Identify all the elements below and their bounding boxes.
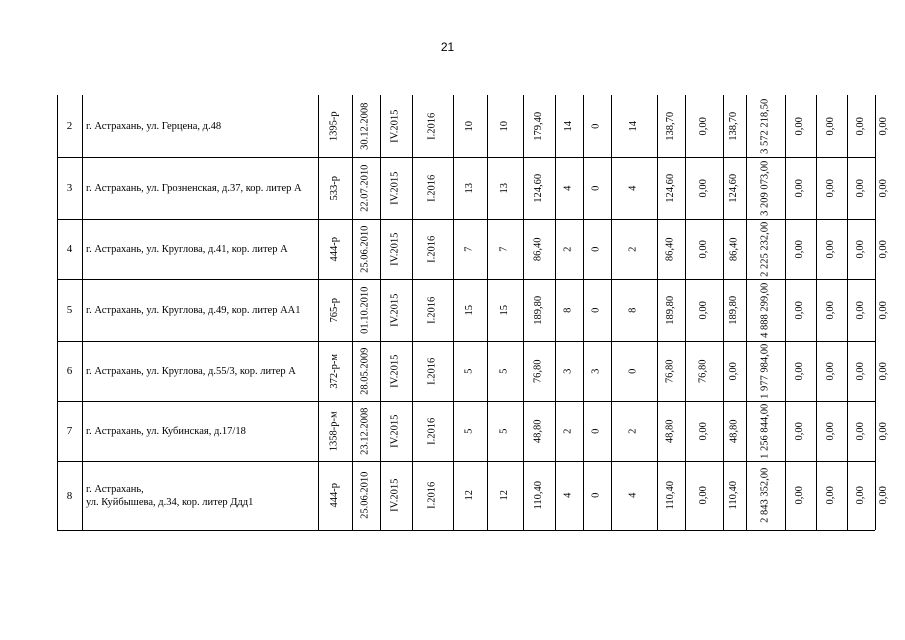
- cell-text: 189,80: [664, 295, 676, 325]
- cell-text: 48,80: [664, 419, 676, 443]
- cell-text: 0,00: [794, 300, 806, 320]
- cell-v6: [611, 461, 657, 530]
- cell-v5: [583, 279, 611, 341]
- cell-text: I.2016: [426, 112, 438, 140]
- cell-v3: [523, 401, 555, 461]
- cell-text: 179,40: [532, 111, 544, 141]
- cell-v5: [583, 95, 611, 157]
- cell-text: 8: [627, 307, 639, 313]
- cell-q1: [380, 341, 412, 401]
- cell-q1: [380, 401, 412, 461]
- cell-text: 5: [498, 368, 510, 374]
- address-line: г. Астрахань, ул. Герцена, д.48: [86, 120, 222, 132]
- cell-text: 3 209 073,00: [759, 160, 771, 216]
- cell-v6: [611, 157, 657, 219]
- cell-v11: [785, 461, 816, 530]
- cell-text: IV.2015: [389, 354, 401, 388]
- cell-text: 0: [590, 307, 602, 313]
- cell-text: 15: [463, 304, 475, 316]
- cell-text: 0: [590, 123, 602, 129]
- cell-v1: [453, 341, 487, 401]
- cell-text: 444-р: [328, 236, 340, 262]
- cell-v13: [847, 219, 875, 279]
- cell-doc-date: [352, 401, 380, 461]
- cell-text: 4: [562, 492, 574, 499]
- cell-doc-date: [352, 219, 380, 279]
- cell-text: 0,00: [794, 486, 806, 505]
- cell-text: 14: [562, 120, 574, 132]
- cell-v5: [583, 401, 611, 461]
- cell-text: 4: [627, 492, 639, 499]
- cell-text: IV.2015: [389, 293, 401, 327]
- cell-v4: [555, 219, 583, 279]
- cell-text: 138,70: [728, 111, 740, 141]
- cell-v11: [785, 219, 816, 279]
- cell-text: 12: [498, 490, 510, 501]
- cell-text: 22.07.2010: [359, 164, 371, 212]
- cell-text: 5: [463, 368, 475, 374]
- cell-text: I.2016: [426, 481, 438, 510]
- cell-text: 0,00: [825, 421, 837, 441]
- cell-text: 30.12.2008: [359, 102, 371, 150]
- cell-text: 2 843 352,00: [759, 467, 771, 524]
- cell-text: 1 256 844,00: [759, 403, 771, 459]
- cell-doc-no: [318, 157, 352, 219]
- cell-text: 0: [590, 185, 602, 191]
- address-line: г. Астрахань, ул. Кубинская, д.17/18: [86, 425, 246, 437]
- cell-q1: [380, 95, 412, 157]
- cell-v2: [487, 95, 523, 157]
- cell-v4: [555, 157, 583, 219]
- cell-doc-no: [318, 401, 352, 461]
- cell-text: 0,00: [825, 239, 837, 259]
- cell-v10: [746, 219, 785, 279]
- cell-text: 0: [590, 428, 602, 434]
- cell-text: 48,80: [532, 419, 544, 443]
- cell-text: 0,00: [794, 116, 806, 136]
- cell-q2: [412, 401, 453, 461]
- cell-v9: [723, 341, 746, 401]
- cell-v1: [453, 461, 487, 530]
- cell-doc-date: [352, 95, 380, 157]
- cell-text: 14: [627, 120, 639, 132]
- cell-text: 124,60: [532, 173, 544, 203]
- cell-text: 2: [562, 246, 574, 252]
- cell-text: 0,00: [825, 300, 837, 320]
- cell-text: 0,00: [854, 421, 866, 441]
- cell-text: 76,80: [532, 359, 544, 383]
- cell-v6: [611, 95, 657, 157]
- cell-text: 1358-р-м: [328, 411, 340, 451]
- cell-v2: [487, 219, 523, 279]
- row-number: 5: [66, 304, 73, 316]
- cell-text: 124,60: [664, 173, 676, 203]
- cell-v12: [816, 95, 847, 157]
- cell-v3: [523, 461, 555, 530]
- cell-text: 48,80: [728, 419, 740, 443]
- cell-text: 15: [498, 304, 510, 316]
- cell-text: 0,00: [825, 361, 837, 381]
- cell-v7: [657, 341, 685, 401]
- cell-v3: [523, 279, 555, 341]
- cell-text: 8: [562, 307, 574, 313]
- cell-v12: [816, 279, 847, 341]
- cell-q2: [412, 461, 453, 530]
- cell-v11: [785, 341, 816, 401]
- cell-text: 1395-р: [328, 111, 340, 141]
- cell-text: 0,00: [877, 116, 889, 136]
- cell-text: 3: [562, 368, 574, 374]
- cell-text: IV.2015: [389, 414, 401, 448]
- cell-text: 4: [562, 185, 574, 191]
- cell-doc-no: [318, 341, 352, 401]
- cell-text: IV.2015: [389, 171, 401, 205]
- cell-v2: [487, 341, 523, 401]
- cell-v2: [487, 157, 523, 219]
- cell-text: 13: [498, 182, 510, 194]
- cell-text: 0,00: [697, 300, 709, 320]
- cell-v9: [723, 95, 746, 157]
- cell-text: 86,40: [728, 237, 740, 261]
- cell-text: 0,00: [854, 300, 866, 320]
- cell-text: 0,00: [854, 178, 866, 198]
- cell-v10: [746, 401, 785, 461]
- cell-v13: [847, 157, 875, 219]
- address-line: г. Астрахань, ул. Грозненская, д.37, кор. литер А: [86, 182, 302, 194]
- address-line: ул. Куйбышева, д.34, кор. литер Ддд1: [86, 496, 254, 508]
- cell-v10: [746, 157, 785, 219]
- cell-v13: [847, 279, 875, 341]
- cell-v1: [453, 279, 487, 341]
- cell-v2: [487, 401, 523, 461]
- cell-v4: [555, 401, 583, 461]
- row-number: 3: [66, 182, 73, 194]
- cell-text: 2: [627, 246, 639, 252]
- cell-text: 0,00: [728, 361, 740, 381]
- cell-v3: [523, 219, 555, 279]
- cell-q2: [412, 279, 453, 341]
- cell-v1: [453, 157, 487, 219]
- cell-text: 10: [463, 120, 475, 132]
- cell-v14: [875, 279, 893, 341]
- cell-text: 0,00: [697, 178, 709, 198]
- cell-text: 25.06.2010: [359, 471, 371, 520]
- cell-text: 0,00: [825, 486, 837, 505]
- cell-q1: [380, 461, 412, 530]
- cell-text: 7: [498, 246, 510, 252]
- cell-text: 0,00: [697, 486, 709, 505]
- cell-doc-no: [318, 461, 352, 530]
- cell-v8: [685, 401, 723, 461]
- cell-v14: [875, 219, 893, 279]
- cell-v7: [657, 219, 685, 279]
- cell-v2: [487, 461, 523, 530]
- cell-text: 0: [590, 492, 602, 499]
- cell-text: 0,00: [794, 178, 806, 198]
- cell-text: 10: [498, 120, 510, 132]
- cell-text: 0: [590, 246, 602, 252]
- address-line: г. Астрахань, ул. Круглова, д.49, кор. литер АА1: [86, 304, 301, 316]
- cell-text: 0,00: [825, 116, 837, 136]
- cell-text: 2: [562, 428, 574, 434]
- cell-text: 138,70: [664, 111, 676, 141]
- cell-text: 110,40: [532, 481, 544, 510]
- cell-doc-no: [318, 95, 352, 157]
- cell-q2: [412, 95, 453, 157]
- cell-text: 12: [463, 490, 475, 501]
- cell-text: 110,40: [728, 481, 740, 510]
- cell-q1: [380, 219, 412, 279]
- cell-v4: [555, 279, 583, 341]
- cell-v10: [746, 279, 785, 341]
- cell-v3: [523, 341, 555, 401]
- cell-v7: [657, 461, 685, 530]
- cell-v8: [685, 279, 723, 341]
- cell-text: 189,80: [532, 295, 544, 325]
- cell-text: 0,00: [697, 421, 709, 441]
- address-line: г. Астрахань, ул. Круглова, д.55/3, кор. литер А: [86, 365, 296, 377]
- cell-q2: [412, 341, 453, 401]
- cell-v11: [785, 279, 816, 341]
- cell-v1: [453, 219, 487, 279]
- cell-doc-date: [352, 157, 380, 219]
- cell-v10: [746, 95, 785, 157]
- cell-v7: [657, 279, 685, 341]
- cell-v14: [875, 157, 893, 219]
- cell-text: 0,00: [854, 361, 866, 381]
- cell-v7: [657, 157, 685, 219]
- cell-v9: [723, 461, 746, 530]
- cell-v1: [453, 401, 487, 461]
- cell-v4: [555, 341, 583, 401]
- address-line: г. Астрахань, ул. Круглова, д.41, кор. литер А: [86, 243, 288, 255]
- cell-q1: [380, 157, 412, 219]
- cell-v8: [685, 219, 723, 279]
- cell-text: IV.2015: [389, 478, 401, 513]
- cell-v7: [657, 401, 685, 461]
- cell-q2: [412, 157, 453, 219]
- row-number: 4: [66, 243, 73, 255]
- cell-text: 28.05.2009: [359, 347, 371, 395]
- cell-v12: [816, 401, 847, 461]
- cell-v9: [723, 279, 746, 341]
- cell-text: 444-р: [328, 483, 340, 508]
- cell-text: 2 225 232,00: [759, 221, 771, 277]
- cell-v11: [785, 157, 816, 219]
- address-line: г. Астрахань,: [86, 483, 144, 495]
- cell-v8: [685, 95, 723, 157]
- cell-v14: [875, 461, 893, 530]
- cell-v14: [875, 401, 893, 461]
- cell-text: 76,80: [697, 359, 709, 383]
- cell-text: I.2016: [426, 357, 438, 385]
- cell-text: I.2016: [426, 174, 438, 202]
- cell-v6: [611, 219, 657, 279]
- cell-v9: [723, 219, 746, 279]
- cell-text: 0,00: [877, 300, 889, 320]
- cell-text: 0: [627, 368, 639, 374]
- cell-text: 372-р-м: [328, 353, 340, 389]
- cell-text: 76,80: [664, 359, 676, 383]
- cell-text: 124,60: [728, 173, 740, 203]
- cell-v5: [583, 461, 611, 530]
- cell-text: 23.12.2008: [359, 407, 371, 455]
- cell-doc-date: [352, 461, 380, 530]
- cell-v4: [555, 95, 583, 157]
- cell-v10: [746, 461, 785, 530]
- cell-v13: [847, 341, 875, 401]
- cell-text: 25.06.2010: [359, 225, 371, 273]
- cell-text: 533-р: [328, 175, 340, 201]
- cell-v10: [746, 341, 785, 401]
- row-number: 7: [66, 425, 73, 437]
- cell-text: I.2016: [426, 417, 438, 445]
- cell-v12: [816, 461, 847, 530]
- cell-text: 1 977 984,00: [759, 343, 771, 399]
- row-number: 6: [66, 365, 73, 377]
- cell-v12: [816, 157, 847, 219]
- row-number: 2: [66, 120, 73, 132]
- cell-text: 3 572 218,50: [759, 98, 771, 154]
- cell-text: 0,00: [854, 116, 866, 136]
- cell-v5: [583, 157, 611, 219]
- cell-v1: [453, 95, 487, 157]
- cell-v6: [611, 279, 657, 341]
- cell-text: 01.10.2010: [359, 286, 371, 334]
- cell-text: 4 888 299,00: [759, 282, 771, 338]
- cell-v2: [487, 279, 523, 341]
- cell-v9: [723, 401, 746, 461]
- cell-text: 110,40: [664, 481, 676, 510]
- cell-text: I.2016: [426, 296, 438, 324]
- cell-v8: [685, 341, 723, 401]
- cell-v8: [685, 157, 723, 219]
- cell-v11: [785, 95, 816, 157]
- cell-v13: [847, 461, 875, 530]
- cell-doc-no: [318, 219, 352, 279]
- cell-v3: [523, 157, 555, 219]
- cell-text: 0,00: [794, 361, 806, 381]
- cell-text: 0,00: [825, 178, 837, 198]
- cell-text: 0,00: [794, 239, 806, 259]
- cell-text: I.2016: [426, 235, 438, 263]
- cell-v13: [847, 401, 875, 461]
- cell-v9: [723, 157, 746, 219]
- cell-text: 86,40: [532, 237, 544, 261]
- cell-text: 0,00: [697, 116, 709, 136]
- cell-v14: [875, 95, 893, 157]
- cell-text: 5: [463, 428, 475, 434]
- cell-text: 0,00: [854, 239, 866, 259]
- cell-text: 0,00: [877, 239, 889, 259]
- cell-text: 0,00: [877, 178, 889, 198]
- cell-text: 0,00: [877, 486, 889, 505]
- cell-doc-date: [352, 279, 380, 341]
- cell-q1: [380, 279, 412, 341]
- cell-text: 0,00: [854, 486, 866, 505]
- cell-text: 0,00: [794, 421, 806, 441]
- cell-text: 189,80: [728, 295, 740, 325]
- cell-text: 0,00: [877, 421, 889, 441]
- page-number: 21: [440, 40, 455, 54]
- cell-text: 5: [498, 428, 510, 434]
- cell-v12: [816, 219, 847, 279]
- cell-text: IV.2015: [389, 109, 401, 143]
- cell-text: 7: [463, 246, 475, 252]
- cell-v5: [583, 341, 611, 401]
- cell-v11: [785, 401, 816, 461]
- cell-text: 0,00: [697, 239, 709, 259]
- cell-v7: [657, 95, 685, 157]
- cell-v3: [523, 95, 555, 157]
- cell-v6: [611, 401, 657, 461]
- cell-text: 3: [590, 368, 602, 374]
- cell-v6: [611, 341, 657, 401]
- row-number: 8: [66, 489, 73, 502]
- cell-v12: [816, 341, 847, 401]
- cell-text: 2: [627, 428, 639, 434]
- cell-text: IV.2015: [389, 232, 401, 266]
- cell-text: 4: [627, 185, 639, 191]
- cell-text: 765-р: [328, 297, 340, 323]
- cell-v13: [847, 95, 875, 157]
- cell-v8: [685, 461, 723, 530]
- cell-doc-date: [352, 341, 380, 401]
- cell-v14: [875, 341, 893, 401]
- cell-text: 0,00: [877, 361, 889, 381]
- cell-text: 13: [463, 182, 475, 194]
- cell-text: 86,40: [664, 237, 676, 261]
- cell-v4: [555, 461, 583, 530]
- cell-doc-no: [318, 279, 352, 341]
- cell-v5: [583, 219, 611, 279]
- cell-q2: [412, 219, 453, 279]
